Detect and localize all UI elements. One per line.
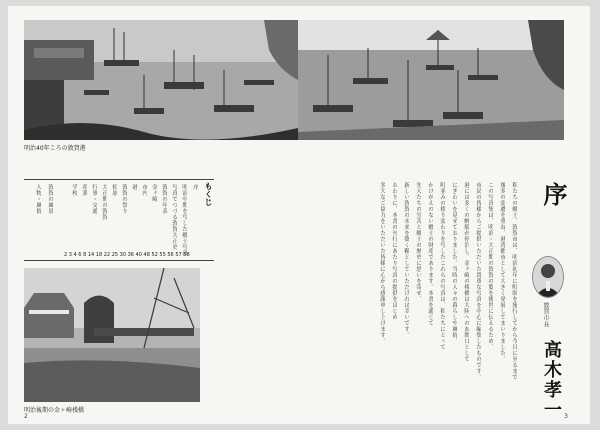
page-number-left: 2 [24, 413, 28, 420]
toc-item: 産業 [81, 184, 87, 196]
toc-item: 松原 [111, 184, 117, 196]
preface-column: 幾多の変遷を重ね、港湾都市として大きく発展してまいりました。 [499, 182, 505, 362]
preface-column: 新しい敦賀の未来を築く糧としていただければ幸いです。 [403, 182, 409, 338]
preface-column: おわりに、本書の刊行にあたり写真の提供をはじめ [391, 182, 397, 320]
preface-title: 序 [539, 182, 568, 206]
sailing-ships-photo [298, 20, 564, 140]
mayor-signature: 高木孝一 [541, 340, 562, 420]
bottom-photo-caption: 明治後期の金ヶ崎桟橋 [24, 407, 85, 414]
toc-item: 市内 [141, 184, 147, 196]
preface-column: にぎわいを見せておりました。当時の人々の暮らしや風俗、 [451, 182, 457, 344]
preface-column: 私たちの郷土、敦賀市は、明治初年に町制を施行してから今日に至るまで [511, 182, 517, 380]
right-page [298, 6, 590, 424]
toc-item: 港 [131, 184, 137, 190]
toc-item: 人物・風俗 [35, 184, 41, 214]
preface-column: 港には多くの帆船が停泊し、金ヶ崎の桟橋は大陸への玄関口として [463, 182, 469, 362]
toc-item: 明治中期を写した郷土写真 [181, 184, 187, 256]
preface-column: この写真集は、明治・大正期の敦賀の姿を後世に伝えるため、 [487, 182, 493, 350]
preface-column: 先人たちの労苦と郷土の歴史に思いを寄せ、 [415, 182, 421, 302]
page-number-right: 3 [564, 413, 568, 420]
toc-item: 敦賀の風景 [47, 184, 53, 214]
preface-column: 市民の皆様からご提供いただいた貴重な写真を中心に編集したものです。 [475, 182, 481, 380]
toc-item: 大正期の敦賀 [101, 184, 107, 220]
toc-item: 序 [192, 184, 198, 190]
toc-page-numbers: 2 3 4 6 8 14 18 22 25 30 36 40 48 52 55 56 57 58 [64, 252, 190, 258]
toc-bottom-rule [24, 260, 214, 261]
harbor-panorama-photo [24, 20, 298, 140]
toc-top-rule [24, 179, 214, 180]
author-title: 敦賀市長 [542, 302, 549, 328]
toc-heading: もくじ [204, 182, 214, 206]
toc-item: 行事・交通 [91, 184, 97, 214]
toc-item: 敦賀の祭り [121, 184, 127, 214]
toc-item: 学校 [71, 184, 77, 196]
preface-column: かけがえのない郷土の財産であります。本書を通じて [427, 182, 433, 326]
toc-item: 金ヶ崎 [151, 184, 157, 202]
top-photo-caption: 明治40年ころの敦賀港 [24, 145, 86, 152]
left-page [8, 6, 299, 424]
mayor-portrait [532, 256, 564, 298]
pier-photo [24, 268, 200, 402]
toc-item: 敦賀の年表 [161, 184, 167, 214]
toc-item: 写真でつづる敦賀大正史 [171, 184, 177, 250]
preface-column: 多大なご協力をいただいた皆様に心から感謝申し上げます。 [379, 182, 385, 344]
preface-column: 町並みの移り変わりを写したこれらの写真は、私たちにとって [439, 182, 445, 350]
